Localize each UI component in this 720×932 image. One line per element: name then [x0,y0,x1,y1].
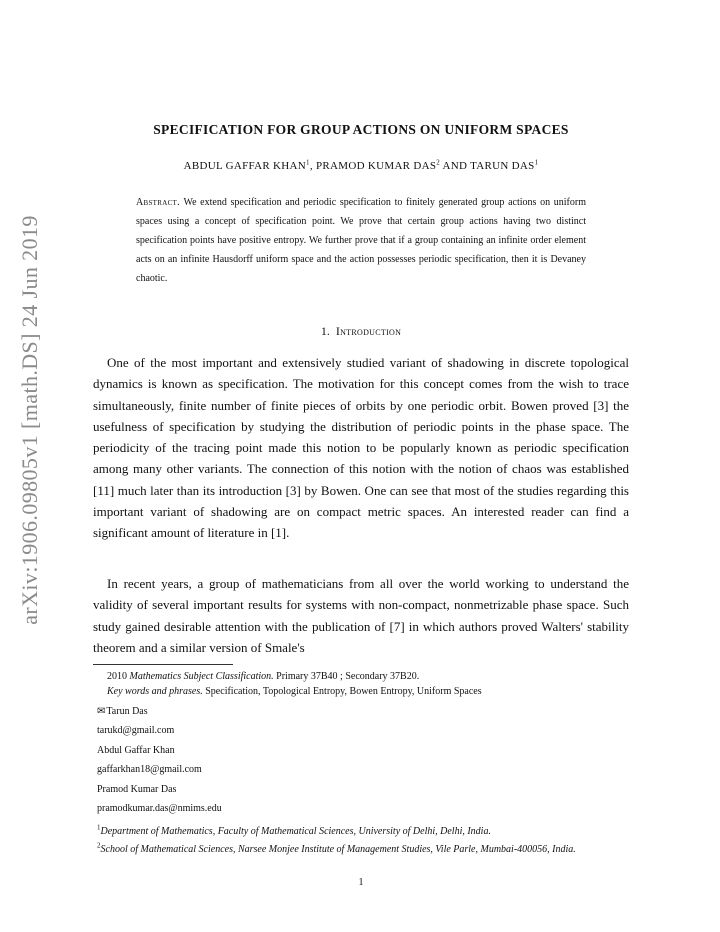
affiliation-marker: 1 [534,158,539,167]
affiliation-text: School of Mathematical Sciences, Narsee Monjee Institute of Management Studies, Vile Parle, Mumbai-400056, India. [100,844,576,855]
contact-name: Tarun Das [106,706,148,717]
arxiv-identifier: arXiv:1906.09805v1 [math.DS] 24 Jun 2019 [17,215,42,625]
corresponding-author [97,706,148,717]
body-paragraph: One of the most important and extensively studied variant of shadowing in discrete topological dynamics is known as specification. The motivation for this concept comes from the wish to trace simultaneously, finite number of finite pieces of orbits by one periodic orbit. Bowen proved [3] the usefulness of specification by studying the distribution of periodic points in the phase space. The periodicity of the tracing point made this notion to be popularly known as periodic specification among many other variants. The connection of this notion with the notion of chaos was established [11] much later than its introduction [3] by Bowen. One can see that most of the studies regarding this important variant of shadowing are on compact metric spaces. An interested reader can find a significant amount of literature in [1]. [93,355,629,541]
keywords [93,685,643,699]
author-name: TARUN DAS [470,160,535,172]
section-heading [93,324,629,339]
author-list [93,160,629,172]
author-separator: AND [440,160,471,172]
contact-email[interactable]: tarukd@gmail.com [97,725,175,736]
paper-title: SPECIFICATION FOR GROUP ACTIONS ON UNIFORM SPACES [153,122,569,137]
contact-email[interactable]: gaffarkhan18@gmail.com [97,764,202,775]
footnote-divider [93,664,233,665]
author-name: PRAMOD KUMAR DAS [315,160,437,172]
page-number: 1 [358,877,364,888]
author-separator: , [309,160,316,172]
contact-name: Abdul Gaffar Khan [97,745,175,756]
arxiv-sidebar-stamp [8,190,52,650]
abstract [136,193,586,288]
contact-email[interactable]: pramodkumar.das@nmims.edu [97,803,222,814]
classification-value: Primary 37B40 ; Secondary 37B20. [276,671,420,682]
affiliation-text: Department of Mathematics, Faculty of Mathematical Sciences, University of Delhi, Delhi, India. [100,826,491,837]
affiliation-marker: 1 [306,158,310,167]
affiliation [97,841,629,858]
classification-year: 2010 [107,671,127,682]
keywords-label: Key words and phrases. [107,686,203,697]
section-title: Introduction [335,324,402,338]
body-paragraph: In recent years, a group of mathematicians from all over the world working to understand the validity of several important results for systems with non-compact, nonmetrizable phase space. Such study gained desirable attention with the publication of [7] in which authors proved Walters' stability theorem and a similar version of Smale's [93,576,629,655]
subject-classification [93,670,643,684]
author-name: ABDUL GAFFAR KHAN [183,160,307,172]
abstract-text: We extend specification and periodic specification to finitely generated group actions on uniform spaces using a concept of specification point. We prove that certain group actions having two distinct specification points have positive entropy. We further prove that if a group containing an infinite order element acts on an infinite Hausdorff uniform space and the action possesses periodic specification, then it is Devaney chaotic. [136,197,586,284]
affiliation-marker: 1 [97,823,101,832]
envelope-icon: ✉ [97,706,106,717]
classification-label: Mathematics Subject Classification. [129,671,274,682]
contact-name: Pramod Kumar Das [97,784,177,795]
abstract-label: Abstract. [136,197,180,208]
section-number: 1. [320,324,330,338]
affiliation-marker: 2 [436,158,441,167]
affiliation [97,823,629,840]
keywords-value: Specification, Topological Entropy, Bowen Entropy, Uniform Spaces [205,686,482,697]
affiliation-marker: 2 [97,841,101,850]
